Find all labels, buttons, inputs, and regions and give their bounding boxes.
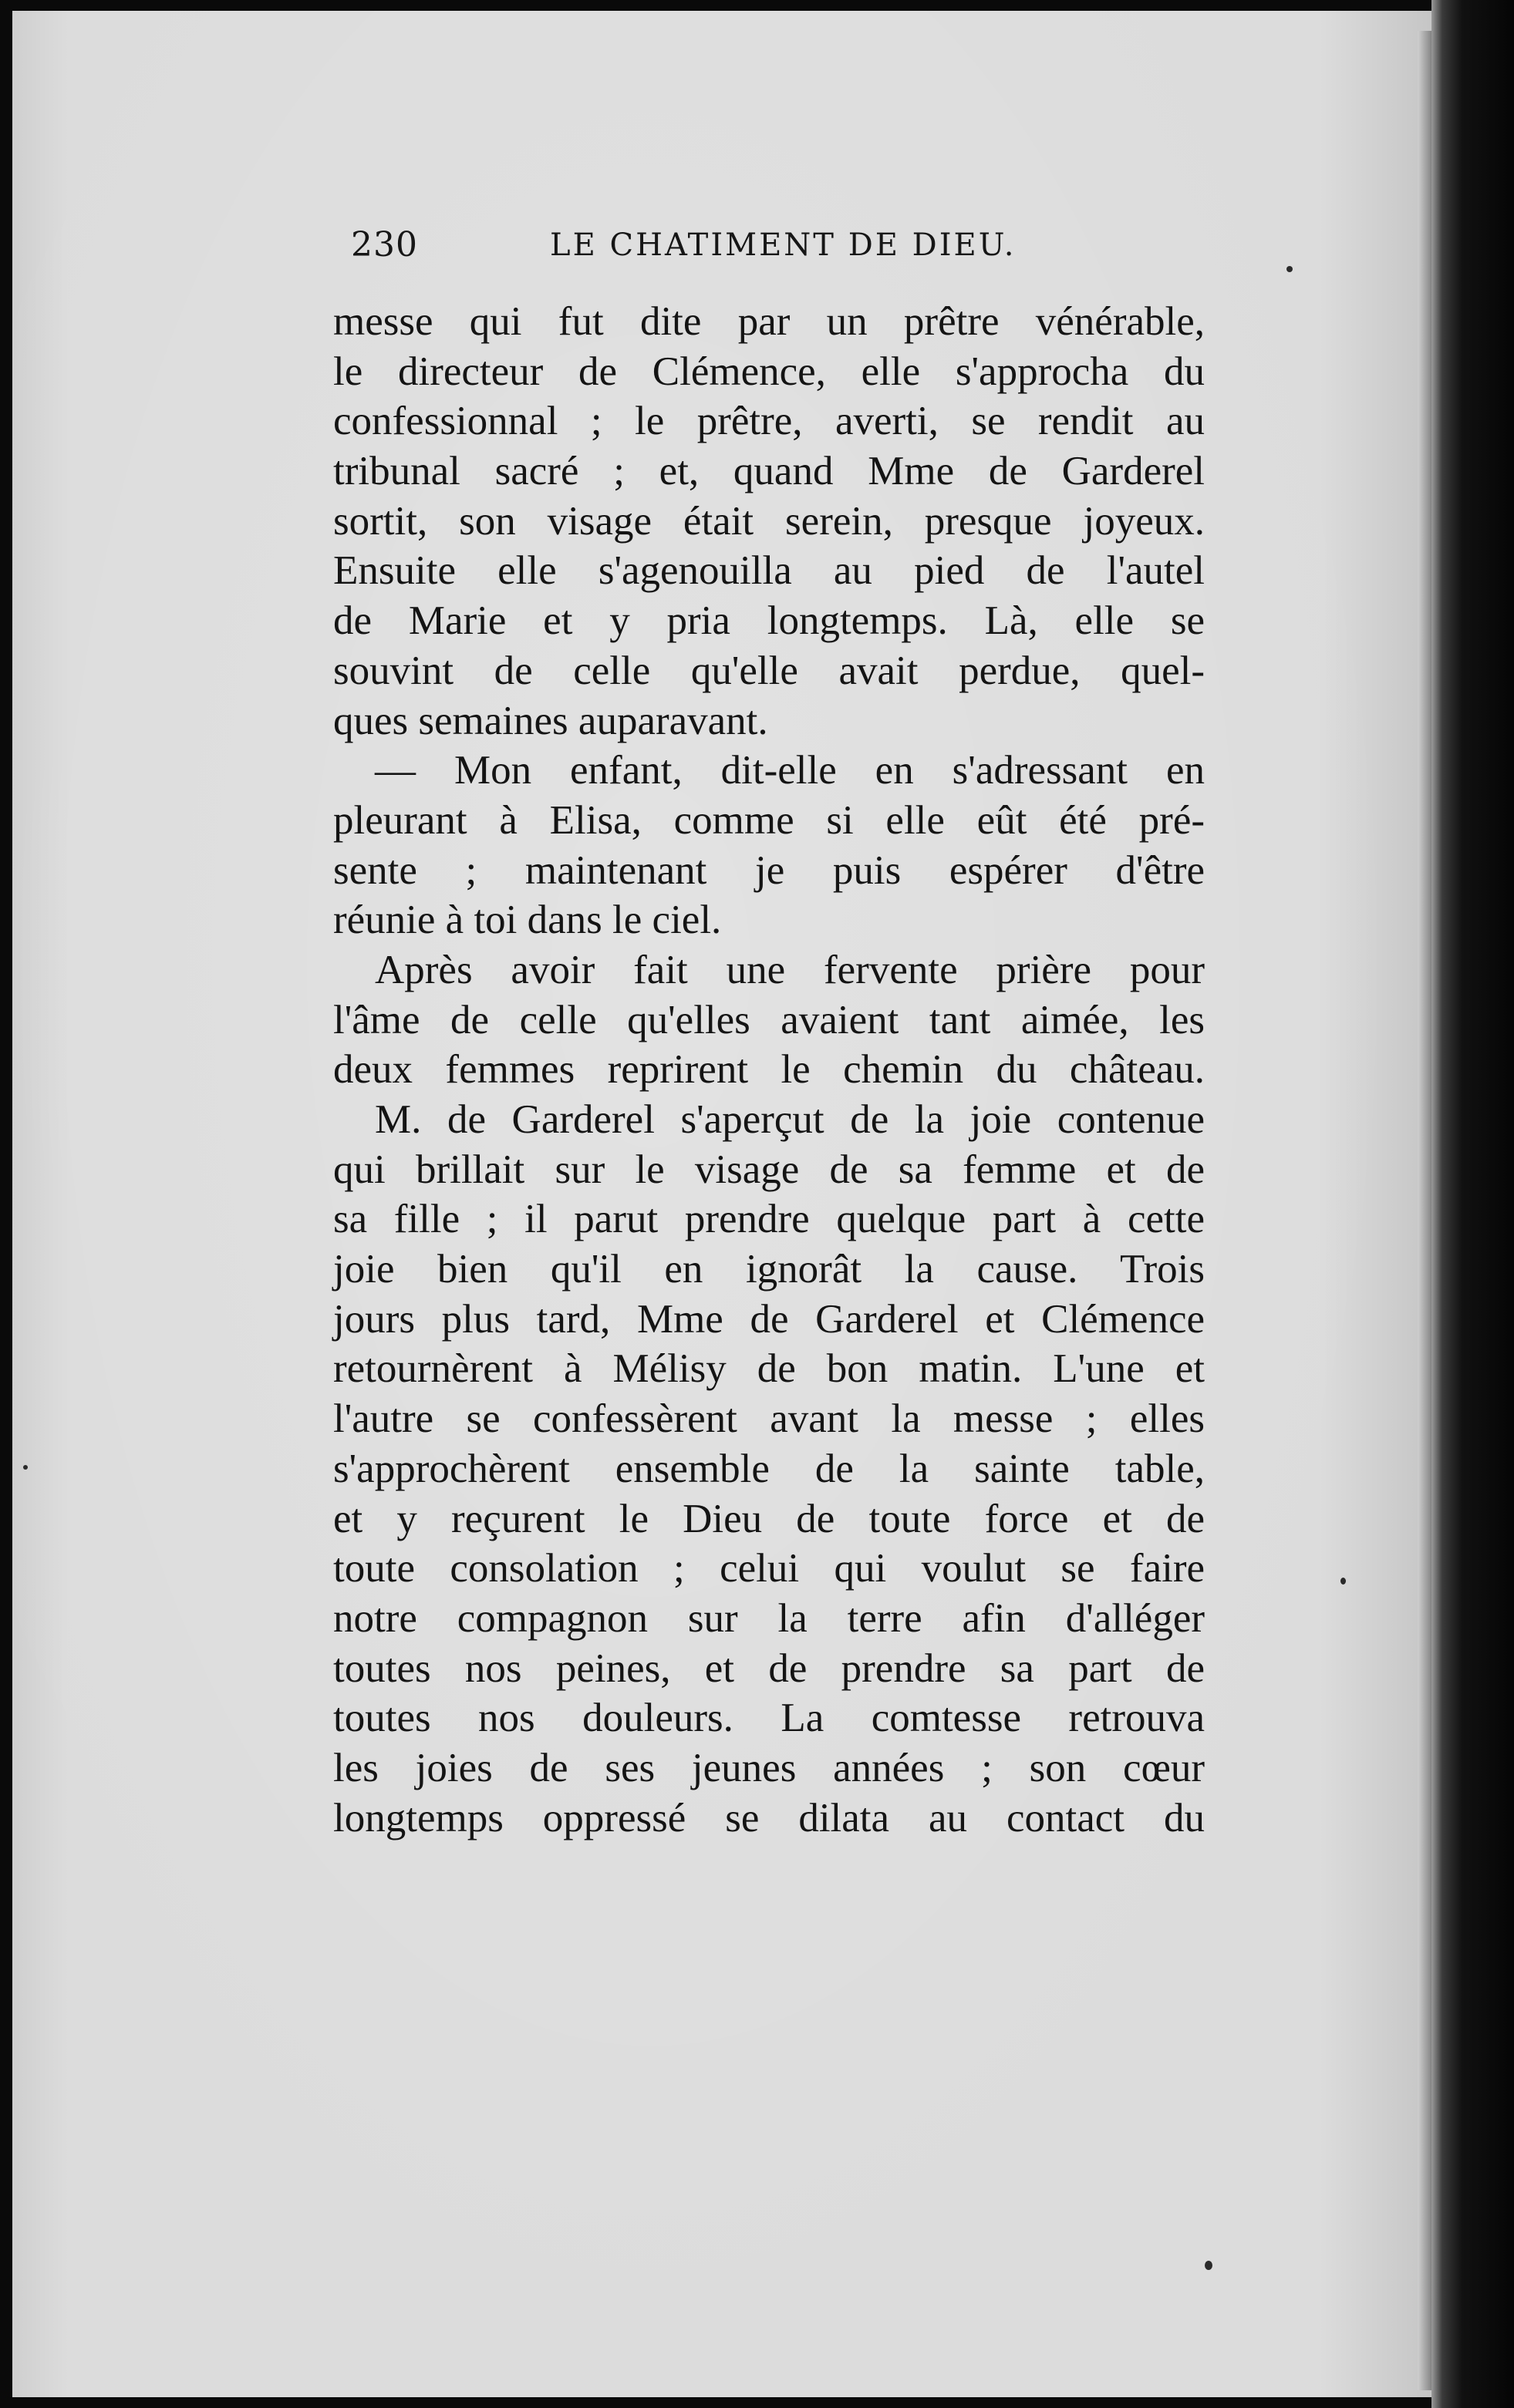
text-line: notre compagnon sur la terre afin d'alléger bbox=[333, 1595, 1205, 1641]
text-line: jours plus tard, Mme de Garderel et Clémence bbox=[333, 1296, 1205, 1342]
page-header bbox=[351, 222, 1199, 268]
text-line: Ensuite elle s'agenouilla au pied de l'autel bbox=[333, 548, 1205, 594]
ink-speck bbox=[1286, 266, 1293, 272]
text-line: pleurant à Elisa, comme si elle eût été pré- bbox=[333, 797, 1205, 843]
page-number: 230 bbox=[351, 225, 418, 264]
text-line: deux femmes reprirent le chemin du château. bbox=[333, 1047, 1205, 1093]
text-line: longtemps oppressé se dilata au contact du bbox=[333, 1795, 1205, 1841]
text-line: tribunal sacré ; et, quand Mme de Garderel bbox=[333, 449, 1205, 494]
text-line: — Mon enfant, dit-elle en s'adressant en bbox=[375, 748, 1205, 793]
text-line: l'âme de celle qu'elles avaient tant aimée, les bbox=[333, 997, 1205, 1042]
text-line: qui brillait sur le visage de sa femme et de bbox=[333, 1147, 1205, 1192]
text-line: sortit, son visage était serein, presque joyeux. bbox=[333, 498, 1205, 544]
text-line: joie bien qu'il en ignorât la cause. Trois bbox=[333, 1247, 1205, 1292]
text-line: M. de Garderel s'aperçut de la joie contenue bbox=[375, 1097, 1205, 1142]
text-line: sa fille ; il parut prendre quelque part à cette bbox=[333, 1197, 1205, 1242]
text-line: confessionnal ; le prêtre, averti, se rendit au bbox=[333, 399, 1205, 444]
text-line: ques semaines auparavant. bbox=[333, 698, 768, 743]
running-title: LE CHATIMENT DE DIEU. bbox=[550, 227, 1017, 263]
ink-speck bbox=[1340, 1578, 1346, 1585]
text-line: de Marie et y pria longtemps. Là, elle se bbox=[333, 598, 1205, 644]
text-line: s'approchèrent ensemble de la sainte table, bbox=[333, 1446, 1205, 1491]
body-text bbox=[333, 297, 1205, 1843]
text-line: toutes nos peines, et de prendre sa part de bbox=[333, 1645, 1205, 1691]
text-line: souvint de celle qu'elle avait perdue, quel- bbox=[333, 648, 1205, 693]
text-line: toute consolation ; celui qui voulut se faire bbox=[333, 1546, 1205, 1591]
text-line: réunie à toi dans le ciel. bbox=[333, 898, 722, 943]
text-line: toutes nos douleurs. La comtesse retrouva bbox=[333, 1696, 1205, 1741]
text-line: les joies de ses jeunes années ; son cœur bbox=[333, 1745, 1205, 1790]
text-line: sente ; maintenant je puis espérer d'être bbox=[333, 847, 1205, 893]
text-line: retournèrent à Mélisy de bon matin. L'une et bbox=[333, 1346, 1205, 1392]
text-line: et y reçurent le Dieu de toute force et de bbox=[333, 1496, 1205, 1541]
text-line: messe qui fut dite par un prêtre vénérable, bbox=[333, 299, 1205, 344]
text-line: l'autre se confessèrent avant la messe ; elles bbox=[333, 1396, 1205, 1442]
book-binding-edge bbox=[1431, 0, 1514, 2408]
text-line: Après avoir fait une fervente prière pour bbox=[375, 947, 1205, 992]
ink-speck bbox=[1205, 2261, 1212, 2270]
text-line: le directeur de Clémence, elle s'approcha du bbox=[333, 349, 1205, 394]
ink-speck bbox=[23, 1465, 28, 1470]
